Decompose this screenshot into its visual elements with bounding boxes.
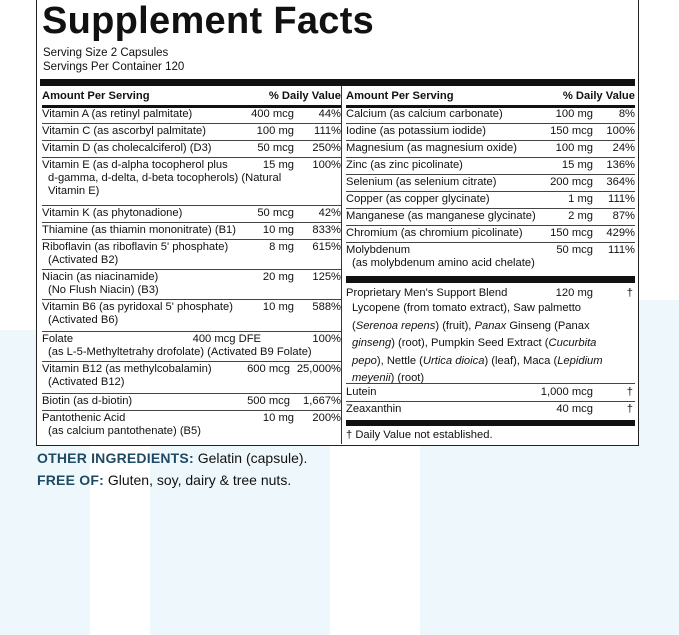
nutrient-row (42, 394, 341, 411)
daily-value-percent: 111% (608, 193, 635, 205)
nutrient-amount: 150 mcg (550, 227, 593, 239)
nutrient-row (42, 223, 341, 240)
amount-per-serving-heading: Amount Per Serving (346, 90, 454, 102)
nutrient-amount: 200 mcg (550, 176, 593, 188)
nutrient-name: Vitamin K (as phytonadione) (42, 207, 183, 219)
nutrient-amount: 15 mg (262, 159, 294, 171)
row-divider (346, 383, 635, 384)
daily-value-percent: 125% (312, 271, 341, 283)
free-of (37, 472, 291, 489)
supplement-facts-panel (36, 0, 639, 446)
nutrient-row (346, 402, 635, 419)
daily-value-percent: 200% (312, 412, 341, 424)
nutrient-row (42, 107, 341, 124)
nutrient-row (42, 332, 341, 362)
nutrient-amount: 50 mcg (257, 142, 294, 154)
nutrient-row (346, 243, 635, 273)
nutrient-name: Pantothenic Acid (42, 412, 126, 424)
nutrient-name: Selenium (as selenium citrate) (346, 176, 497, 188)
nutrient-amount: 2 mg (568, 210, 593, 222)
nutrient-row (42, 300, 341, 332)
other-ingredients-label: OTHER INGREDIENTS: (37, 450, 194, 466)
nutrient-amount: 400 mcg (251, 108, 294, 120)
daily-value-percent: 588% (312, 301, 341, 313)
nutrient-name-continued: (No Flush Niacin) (B3) (48, 284, 159, 296)
nutrient-name-continued: d-gamma, d-delta, d-beta tocopherols) (Natural Vitamin E) (48, 172, 282, 197)
daily-value-percent: 87% (612, 210, 635, 222)
daily-value-percent: 42% (318, 207, 341, 219)
daily-value-percent: 8% (618, 108, 635, 120)
blend-dagger: † (626, 287, 633, 299)
nutrient-name: Vitamin B6 (as pyridoxal 5' phosphate) (42, 301, 233, 313)
daily-value-heading: % Daily Value (268, 90, 341, 102)
daily-value-percent: 136% (606, 159, 635, 171)
daily-value-heading: % Daily Value (562, 90, 635, 102)
other-ingredients-text: Gelatin (capsule). (193, 450, 308, 466)
nutrient-name-continued: (as molybdenum amino acid chelate) (352, 257, 535, 269)
nutrient-name: Molybdenum (346, 244, 411, 256)
blend-name: Proprietary Men's Support Blend (346, 287, 508, 299)
nutrient-amount: 10 mg (262, 301, 294, 313)
nutrient-amount: 400 mcg DFE (192, 333, 261, 345)
nutrient-name: Vitamin C (as ascorbyl palmitate) (42, 125, 206, 137)
nutrient-name: Lutein (346, 386, 377, 398)
daily-value-percent: 111% (608, 244, 635, 256)
servings-per-container: Servings Per Container 120 (43, 61, 185, 73)
nutrient-row (346, 226, 635, 243)
free-of-label: FREE OF: (37, 472, 104, 488)
nutrient-name: Riboflavin (as riboflavin 5' phosphate) (42, 241, 229, 253)
nutrient-name: Copper (as copper glycinate) (346, 193, 490, 205)
nutrient-row (346, 209, 635, 226)
nutrient-name-continued: (Activated B2) (48, 254, 119, 266)
daily-value-percent: 429% (606, 227, 635, 239)
daily-value-percent: 100% (312, 159, 341, 171)
nutrient-amount: 100 mg (555, 108, 593, 120)
left-column-header (42, 88, 341, 104)
blend-ingredient-line: pepo), Nettle (Urtica dioica) (leaf), Maca (Lepidium (352, 354, 603, 367)
daily-value-percent: 100% (312, 333, 341, 345)
nutrient-name: Magnesium (as magnesium oxide) (346, 142, 517, 154)
footnote-row (346, 428, 635, 442)
nutrient-name: Folate (42, 333, 74, 345)
daily-value-percent: 111% (314, 125, 341, 137)
nutrient-amount: 50 mcg (556, 244, 593, 256)
nutrient-name-continued: (as calcium pantothenate) (B5) (48, 425, 201, 437)
nutrient-row (346, 124, 635, 141)
daily-value-percent: 615% (312, 241, 341, 253)
blend-ingredient-line: (Serenoa repens) (fruit), Panax Ginseng (Panax (352, 319, 590, 332)
daily-value-percent: 833% (312, 224, 341, 236)
nutrient-name: Vitamin B12 (as methylcobalamin) (42, 363, 212, 375)
daily-value-percent: 24% (612, 142, 635, 154)
nutrient-amount: 20 mg (262, 271, 294, 283)
footer-divider (346, 420, 635, 426)
nutrient-row (346, 158, 635, 175)
nutrient-name: Vitamin D (as cholecalciferol) (D3) (42, 142, 212, 154)
nutrient-amount: 1,000 mcg (540, 386, 593, 398)
nutrient-name-continued: (Activated B12) (48, 376, 125, 388)
nutrient-name: Niacin (as niacinamide) (42, 271, 159, 283)
nutrient-name-continued: (Activated B6) (48, 314, 119, 326)
blend-divider (346, 276, 635, 283)
thick-divider (40, 79, 635, 86)
daily-value-percent: 364% (606, 176, 635, 188)
nutrient-amount: 50 mcg (257, 207, 294, 219)
nutrient-row (346, 385, 635, 402)
nutrient-row (346, 141, 635, 158)
daily-value-dagger: † (626, 386, 633, 398)
nutrient-name: Calcium (as calcium carbonate) (346, 108, 503, 120)
column-divider (341, 86, 342, 444)
nutrient-name-continued: (as L-5-Methyltetrahy drofolate) (Activated B9 Folate) (48, 346, 312, 358)
daily-value-percent: 25,000% (296, 363, 341, 375)
nutrient-name: Thiamine (as thiamin mononitrate) (B1) (42, 224, 236, 236)
nutrient-row (42, 362, 341, 394)
nutrient-amount: 10 mg (262, 224, 294, 236)
nutrient-name: Vitamin E (as d-alpha tocopherol plus (42, 159, 228, 171)
nutrient-name: Zinc (as zinc picolinate) (346, 159, 463, 171)
nutrient-row (42, 124, 341, 141)
panel-title: Supplement Facts (42, 0, 375, 42)
nutrient-amount: 40 mcg (556, 403, 593, 415)
nutrient-amount: 150 mcg (550, 125, 593, 137)
nutrient-row (346, 175, 635, 192)
proprietary-blend (346, 286, 635, 384)
nutrient-amount: 500 mcg (247, 395, 290, 407)
nutrient-row (346, 107, 635, 124)
blend-amount: 120 mg (555, 287, 593, 299)
nutrient-amount: 600 mcg (247, 363, 290, 375)
amount-per-serving-heading: Amount Per Serving (42, 90, 150, 102)
right-column-header (346, 88, 635, 104)
nutrient-name: Zeaxanthin (346, 403, 402, 415)
free-of-text: Gluten, soy, dairy & tree nuts. (103, 472, 292, 488)
nutrient-row (42, 158, 341, 206)
nutrient-amount: 100 mg (555, 142, 593, 154)
daily-value-dagger: † (626, 403, 633, 415)
nutrient-name: Iodine (as potassium iodide) (346, 125, 486, 137)
nutrient-amount: 1 mg (568, 193, 593, 205)
daily-value-percent: 44% (318, 108, 341, 120)
nutrient-name: Biotin (as d-biotin) (42, 395, 133, 407)
nutrient-row (42, 270, 341, 300)
nutrient-name: Manganese (as manganese glycinate) (346, 210, 536, 222)
blend-ingredient-line: Lycopene (from tomato extract), Saw palmetto (352, 302, 582, 314)
nutrient-name: Vitamin A (as retinyl palmitate) (42, 108, 193, 120)
nutrient-amount: 100 mg (256, 125, 294, 137)
nutrient-row (42, 240, 341, 270)
nutrient-amount: 15 mg (561, 159, 593, 171)
daily-value-percent: 1,667% (303, 395, 341, 407)
nutrient-row (346, 192, 635, 209)
nutrient-amount: 10 mg (262, 412, 294, 424)
nutrient-row (42, 411, 341, 443)
other-ingredients (37, 450, 307, 467)
nutrient-name: Chromium (as chromium picolinate) (346, 227, 523, 239)
nutrient-row (42, 206, 341, 223)
daily-value-percent: 250% (312, 142, 341, 154)
footnote: † Daily Value not established. (346, 429, 493, 441)
nutrient-amount: 8 mg (269, 241, 294, 253)
blend-ingredient-line: ginseng) (root), Pumpkin Seed Extract (Cucurbita (352, 337, 597, 349)
daily-value-percent: 100% (606, 125, 635, 137)
serving-size: Serving Size 2 Capsules (43, 47, 169, 59)
nutrient-row (42, 141, 341, 158)
blend-ingredient-line: meyenii) (root) (352, 372, 425, 384)
